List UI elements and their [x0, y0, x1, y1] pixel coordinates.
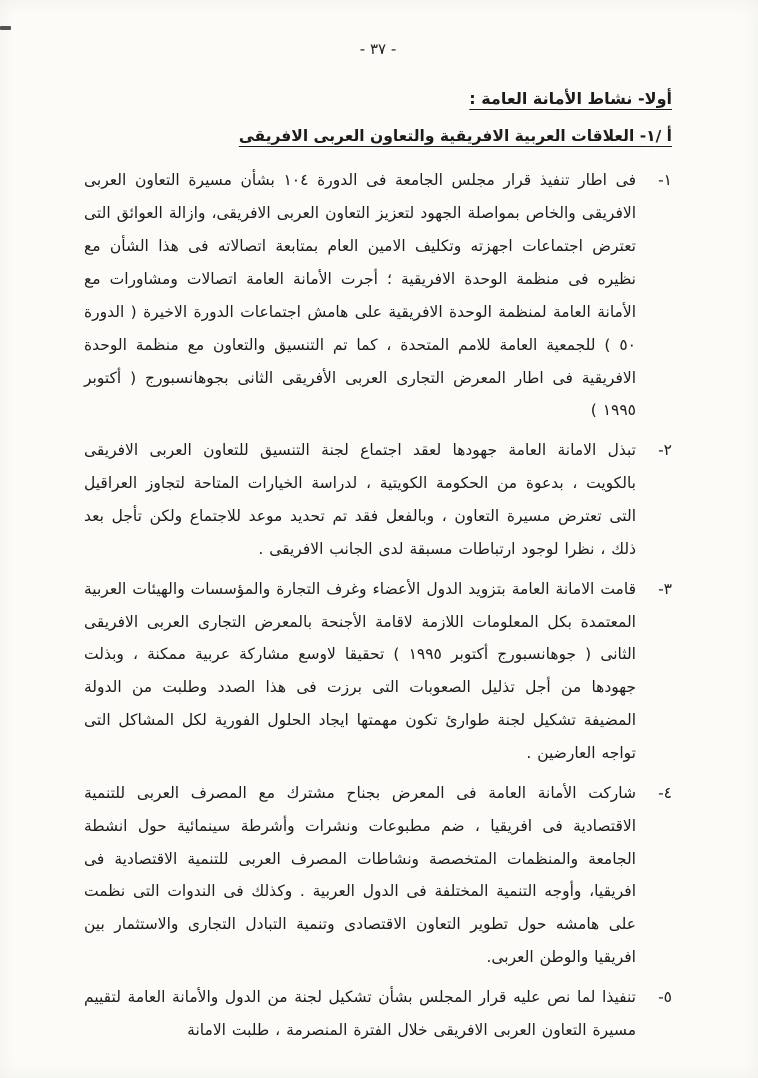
item-number: ١- — [658, 171, 672, 190]
section-heading: أولا- نشاط الأمانة العامة : — [469, 89, 672, 108]
item-number: ٤- — [658, 783, 672, 802]
page-number: - ٣٧ - — [359, 40, 397, 58]
list-item — [84, 434, 672, 565]
item-text: تبذل الامانة العامة جهودها لعقد اجتماع لجنة التنسيق للتعاون العربى الافريقى بالكويت ، بدعوة من الحكومة الكويتية ، لدراسة الخيارات المتاحة لتجاوز العراقيل التى تعترض مسيرة التعاون ، وبالفعل فقد تم تحديد موعد للاجتماع ولكن تأجل بعد ذلك ، نظرا لوجود ارتباطات مسبقة لدى الجانب الافريقى . — [84, 441, 636, 558]
subsection-heading: أ /١- العلاقات العربية الافريقية والتعاون العربى الافريقى — [238, 126, 672, 145]
item-text: شاركت الأمانة العامة فى المعرض بجناح مشترك مع المصرف العربى للتنمية الاقتصادية فى افريقيا ، ضم مطبوعات ونشرات وأشرطة سينمائية حول انشطة الجامعة والمنظمات المتخصصة ونشاطات المصرف العربى للتنمية الاقتصادية فى افريقيا، وأوجه التنمية المختلفة فى الدول العربية . وكذلك فى الندوات التى نظمت على هامشه حول تطوير التعاون الاقتصادى وتنمية التبادل التجارى والاستثمار بين افريقيا والوطن العربى. — [84, 783, 636, 967]
item-text: تنفيذا لما نص عليه قرار المجلس بشأن تشكيل لجنة من الدول والأمانة العامة لتقييم مسيرة التعاون العربى الافريقى خلال الفترة المنصرمة ، طلبت الامانة — [84, 988, 636, 1039]
list-item — [84, 981, 672, 1047]
list-item — [84, 164, 672, 427]
item-text: فى اطار تنفيذ قرار مجلس الجامعة فى الدورة ١٠٤ بشأن مسيرة التعاون العربى الافريقى والخاص بمواصلة الجهود لتعزيز التعاون العربى الافريقى، وازالة العوائق التى تعترض اجتماعات اجهزته وتكليف الامين العام بمتابعة اتصالاته فى هذا الشأن مع نظيره فى منظمة الوحدة الافريقية ؛ أجرت الأمانة العامة اتصالات ومشاورات مع الأمانة العامة لمنظمة الوحدة الافريقية على هامش اجتماعات الدورة الاخيرة ( الدورة ٥٠ ) للجمعية العامة للامم المتحدة ، كما تم التنسيق والتعاون مع منظمة الوحدة الافريقية فى اطار المعرض التجارى العربى الأفريقى الثانى بجوهانسبورج ( أكتوبر ١٩٩٥ ) — [84, 171, 636, 420]
list-item — [84, 777, 672, 974]
item-number: ٢- — [658, 441, 672, 460]
item-number: ٣- — [658, 579, 672, 598]
item-text: قامت الامانة العامة بتزويد الدول الأعضاء وغرف التجارة والمؤسسات والهيئات العربية المعتمدة بكل المعلومات اللازمة لاقامة الأجنحة بالمعرض التجارى العربى الافريقى الثانى ( جوهانسبورج أكتوبر ١٩٩٥ ) تحقيقا لاوسع مشاركة عربية ممكنة ، وبذلت جهودها من أجل تذليل الصعوبات التى برزت فى هذا الصدد وطلبت من الدولة المضيفة تشكيل لجنة طوارئ تكون مهمتها ايجاد الحلول الفورية لكل المشاكل التى تواجه العارضين . — [84, 579, 636, 762]
page-content — [84, 40, 672, 1054]
item-number: ٥- — [658, 988, 672, 1007]
scan-artifact — [0, 26, 11, 30]
numbered-paragraph-list — [84, 164, 672, 1046]
list-item — [84, 573, 672, 770]
